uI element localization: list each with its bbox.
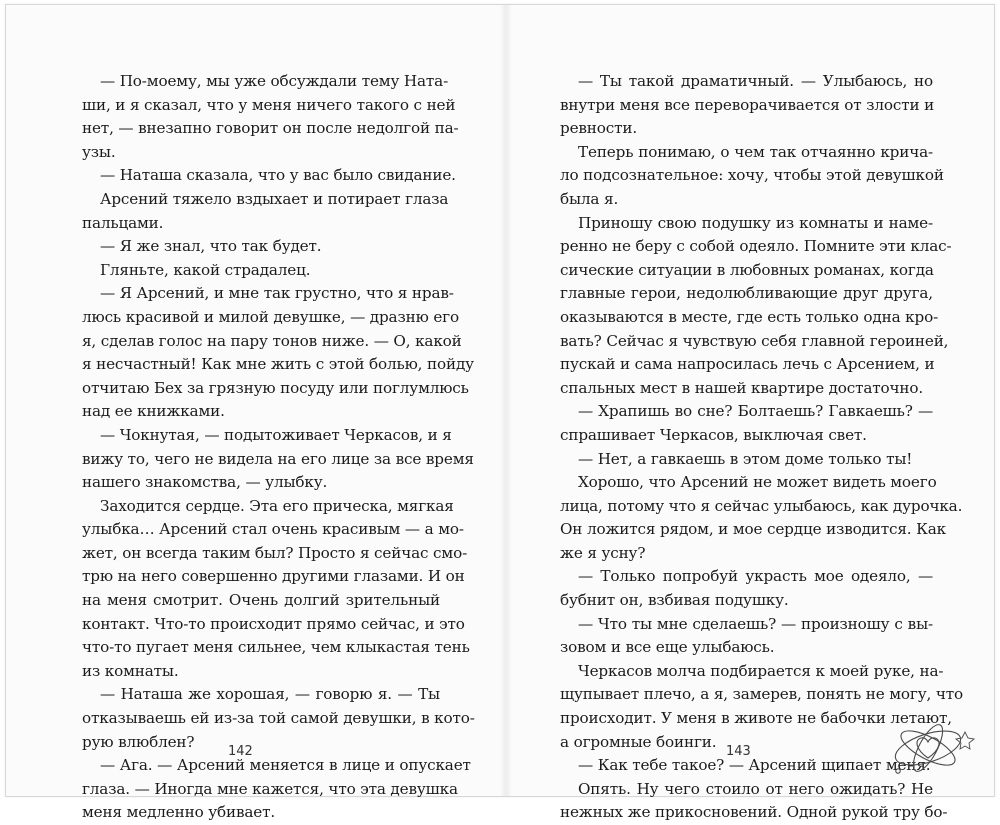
text-line: — Я же знал, что так будет. [100, 237, 322, 256]
text-line: — Наташа же хорошая, — говорю я. — Ты [100, 685, 440, 704]
text-line: люсь красивой и милой девушке, — дразню его [82, 307, 459, 326]
text-line: вижу то, чего не видела на его лице за все время [82, 449, 474, 468]
text-line: ревности. [560, 119, 638, 138]
text-line: — Храпишь во сне? Болтаешь? Гавкаешь? — [578, 402, 933, 421]
text-line: — Ага. — Арсений меняется в лице и опускает [100, 756, 471, 775]
text-line: Арсений тяжело вздыхает и потирает глаза [100, 189, 449, 208]
text-line: я несчастный! Как мне жить с этой болью, пойду [82, 355, 474, 374]
text-line: — Как тебе такое? — Арсений щипает меня. [578, 756, 931, 775]
text-line: спрашивает Черкасов, выключая свет. [560, 425, 867, 444]
text-line: Гляньте, какой страдалец. [100, 260, 311, 279]
text-line: — Только попробуй украсть мое одеяло, — [578, 567, 933, 586]
text-line: улыбка… Арсений стал очень красивым — а мо- [82, 520, 464, 539]
text-line: контакт. Что-то происходит прямо сейчас, и это [82, 614, 465, 633]
text-line: глаза. — Иногда мне кажется, что эта девушка [82, 779, 458, 798]
text-line: вать? Сейчас я чувствую себя главной героиней, [560, 331, 949, 350]
text-line: — Чокнутая, — подытоживает Черкасов, и я [100, 425, 452, 444]
text-line: ренно не беру с собой одеяло. Помните эти клас- [560, 237, 952, 256]
text-line: оказываются в месте, где есть только одна кро- [560, 307, 939, 326]
text-line: — Что ты мне сделаешь? — произношу с вы- [578, 614, 933, 633]
text-line: Приношу свою подушку из комнаты и наме- [578, 213, 933, 232]
text-line: пускай и сама напросилась лечь с Арсением, и [560, 355, 935, 374]
text-line: — По-моему, мы уже обсуждали тему Ната- [100, 72, 449, 90]
text-line: узы. [82, 142, 116, 161]
text-line: спальных мест в нашей квартире достаточно. [560, 378, 924, 397]
text-line: а огромные боинги. [560, 732, 717, 751]
right-page-text [560, 70, 964, 825]
text-line: лица, потому что я сейчас улыбаюсь, как дурочка. [560, 496, 963, 515]
text-line: Опять. Ну чего стоило от него ожидать? Не [578, 779, 933, 798]
text-line: ло подсознательное: хочу, чтобы этой девушкой [560, 166, 944, 185]
text-line: отказываешь ей из-за той самой девушки, в кото- [82, 709, 475, 728]
text-line: из комнаты. [82, 661, 179, 680]
text-line: была я. [560, 189, 619, 208]
text-line: Заходится сердце. Эта его прическа, мягкая [100, 496, 454, 515]
page-number-right: 143 [726, 744, 751, 759]
text-line: — Наташа сказала, что у вас было свидание. [100, 166, 456, 185]
text-line: щупывает плечо, а я, замерев, понять не могу, что [560, 685, 964, 704]
text-line: бубнит он, взбивая подушку. [560, 591, 789, 610]
text-line: ши, и я сказал, что у меня ничего такого с ней [82, 95, 456, 114]
text-line: я, сделав голос на пару тонов ниже. — О, какой [82, 331, 462, 350]
text-line: Он ложится рядом, и мое сердце изводится. Как [560, 520, 947, 539]
text-line: меня медленно убивает. [82, 803, 276, 822]
text-line: нет, — внезапно говорит он после недолгой па- [82, 119, 459, 138]
page-number-left: 142 [228, 744, 253, 759]
text-line: Теперь понимаю, о чем так отчаянно крича- [578, 142, 933, 161]
text-line: Черкасов молча подбирается к моей руке, на- [578, 661, 944, 680]
left-page-text [82, 70, 475, 825]
text-line: же я усну? [560, 543, 646, 562]
text-line: жет, он всегда таким был? Просто я сейчас смо- [82, 543, 468, 562]
text-line: — Нет, а гавкаешь в этом доме только ты! [578, 449, 913, 468]
text-line: отчитаю Бех за грязную посуду или поглумлюсь [82, 378, 469, 397]
text-line: происходит. У меня в животе не бабочки летают, [560, 709, 952, 728]
text-line: на меня смотрит. Очень долгий зрительный [82, 591, 440, 610]
book-gutter [500, 5, 512, 796]
text-line: нежных же прикосновений. Одной рукой тру бо- [560, 803, 948, 822]
text-line: внутри меня все переворачивается от злости и [560, 95, 935, 114]
orbit-heart-ornament-icon [882, 708, 978, 788]
text-line: пальцами. [82, 213, 164, 232]
text-line: сические ситуации в любовных романах, когда [560, 260, 934, 279]
text-line: — Я Арсений, и мне так грустно, что я нрав- [100, 284, 454, 303]
text-line: рую влюблен? [82, 732, 195, 751]
text-line: — Ты такой драматичный. — Улыбаюсь, но [578, 72, 933, 90]
text-line: нашего знакомства, — улыбку. [82, 473, 328, 492]
text-line: главные герои, недолюбливающие друг друга, [560, 284, 933, 303]
text-line: трю на него совершенно другими глазами. И он [82, 567, 465, 586]
text-line: над ее книжками. [82, 402, 225, 421]
text-line: что-то пугает меня сильнее, чем клыкастая тень [82, 638, 470, 657]
text-line: зовом и все еще улыбаюсь. [560, 638, 775, 657]
text-line: Хорошо, что Арсений не может видеть моего [578, 473, 937, 492]
